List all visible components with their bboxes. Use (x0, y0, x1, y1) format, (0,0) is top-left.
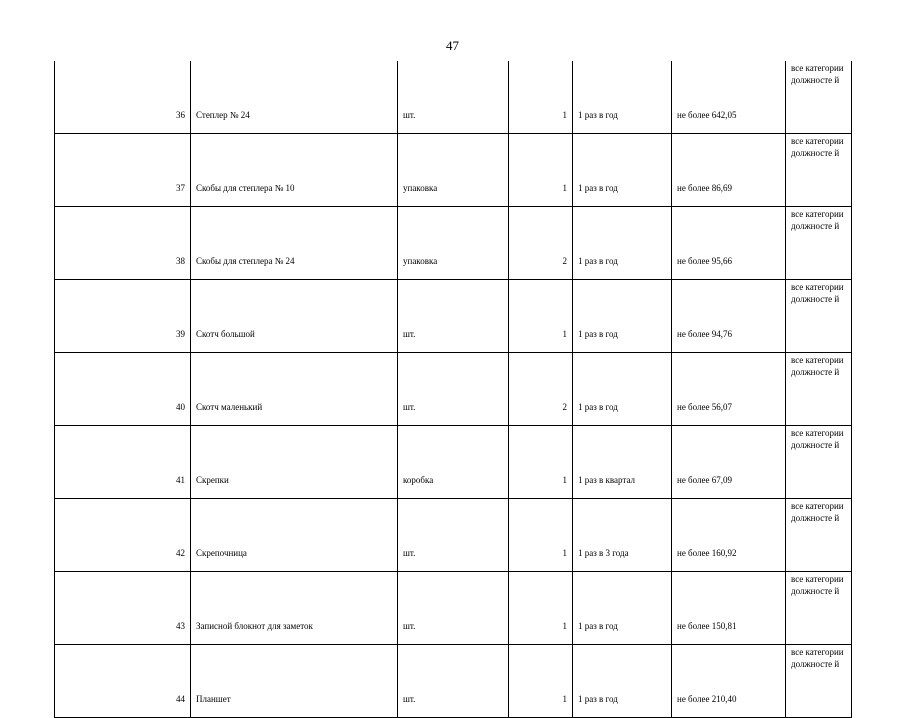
item-price: не более 95,66 (672, 207, 786, 280)
item-name: Степлер № 24 (191, 61, 398, 134)
item-category: все категории должносте й (786, 645, 852, 718)
item-unit: упаковка (398, 207, 509, 280)
item-quantity: 1 (509, 645, 573, 718)
item-price: не более 160,92 (672, 499, 786, 572)
item-unit: коробка (398, 426, 509, 499)
row-number: 44 (55, 645, 191, 718)
item-category: все категории должносте й (786, 499, 852, 572)
table-row (55, 280, 852, 353)
row-number: 40 (55, 353, 191, 426)
item-price: не более 86,69 (672, 134, 786, 207)
table-row (55, 134, 852, 207)
item-quantity: 1 (509, 280, 573, 353)
item-frequency: 1 раз в год (573, 572, 672, 645)
item-price: не более 642,05 (672, 61, 786, 134)
item-frequency: 1 раз в год (573, 645, 672, 718)
item-quantity: 1 (509, 134, 573, 207)
item-name: Записной блокнот для заметок (191, 572, 398, 645)
item-category: все категории должносте й (786, 572, 852, 645)
table-row (55, 207, 852, 280)
item-frequency: 1 раз в год (573, 61, 672, 134)
item-unit: шт. (398, 61, 509, 134)
item-price: не более 150,81 (672, 572, 786, 645)
item-name: Скотч маленький (191, 353, 398, 426)
item-quantity: 1 (509, 61, 573, 134)
item-frequency: 1 раз в год (573, 353, 672, 426)
item-unit: шт. (398, 353, 509, 426)
item-unit: шт. (398, 499, 509, 572)
row-number: 36 (55, 61, 191, 134)
item-category: все категории должносте й (786, 61, 852, 134)
item-quantity: 1 (509, 426, 573, 499)
page-number: 47 (446, 38, 459, 53)
item-unit: шт. (398, 572, 509, 645)
table-row (55, 499, 852, 572)
table-row (55, 572, 852, 645)
row-number: 39 (55, 280, 191, 353)
item-quantity: 2 (509, 353, 573, 426)
item-price: не более 56,07 (672, 353, 786, 426)
row-number: 43 (55, 572, 191, 645)
item-price: не более 210,40 (672, 645, 786, 718)
item-unit: упаковка (398, 134, 509, 207)
table-row (55, 426, 852, 499)
item-category: все категории должносте й (786, 280, 852, 353)
item-category: все категории должносте й (786, 207, 852, 280)
items-table (54, 61, 852, 718)
item-frequency: 1 раз в квартал (573, 426, 672, 499)
item-frequency: 1 раз в год (573, 280, 672, 353)
row-number: 37 (55, 134, 191, 207)
item-price: не более 67,09 (672, 426, 786, 499)
item-quantity: 1 (509, 499, 573, 572)
table-row (55, 645, 852, 718)
item-category: все категории должносте й (786, 426, 852, 499)
item-frequency: 1 раз в 3 года (573, 499, 672, 572)
table-row (55, 61, 852, 134)
item-category: все категории должносте й (786, 353, 852, 426)
row-number: 38 (55, 207, 191, 280)
item-quantity: 1 (509, 572, 573, 645)
table-row (55, 353, 852, 426)
item-frequency: 1 раз в год (573, 134, 672, 207)
item-quantity: 2 (509, 207, 573, 280)
item-price: не более 94,76 (672, 280, 786, 353)
item-name: Скрепочница (191, 499, 398, 572)
item-unit: шт. (398, 645, 509, 718)
item-name: Скобы для степлера № 24 (191, 207, 398, 280)
item-frequency: 1 раз в год (573, 207, 672, 280)
item-name: Скотч большой (191, 280, 398, 353)
item-name: Скобы для степлера № 10 (191, 134, 398, 207)
item-name: Скрепки (191, 426, 398, 499)
item-unit: шт. (398, 280, 509, 353)
row-number: 42 (55, 499, 191, 572)
item-category: все категории должносте й (786, 134, 852, 207)
item-name: Планшет (191, 645, 398, 718)
row-number: 41 (55, 426, 191, 499)
